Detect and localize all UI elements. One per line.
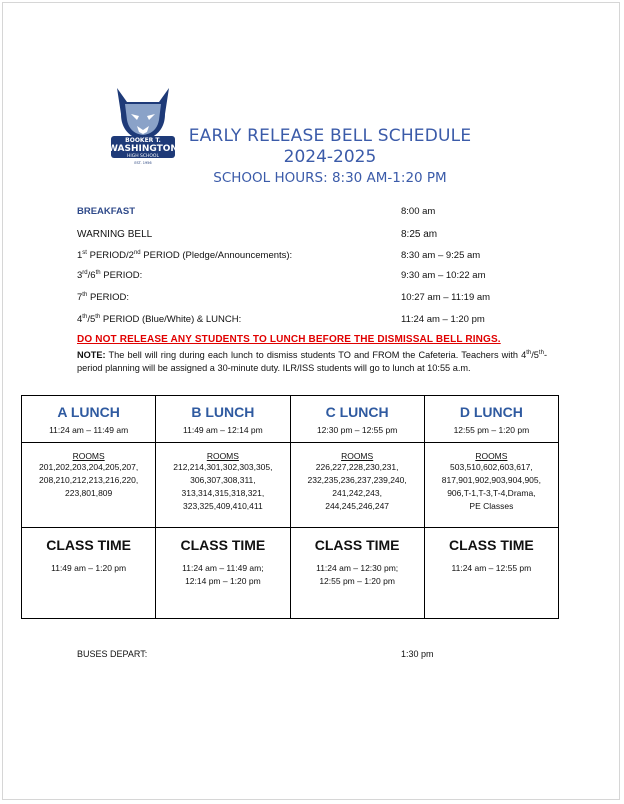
schedule-label: 4th/5th PERIOD (Blue/White) & LUNCH:	[77, 314, 242, 326]
svg-text:EST. 1956: EST. 1956	[134, 161, 152, 165]
rooms-label: ROOMS	[341, 451, 374, 461]
class-time-row	[22, 528, 559, 619]
rooms-cell-c	[290, 443, 424, 528]
schedule-time: 9:30 am – 10:22 am	[401, 270, 486, 281]
lunch-time: 12:30 pm – 12:55 pm	[316, 425, 398, 435]
lunch-name: B LUNCH	[191, 404, 255, 420]
class-time-cell-b	[156, 528, 290, 619]
svg-text:WASHINGTON: WASHINGTON	[108, 144, 178, 154]
rooms-label: ROOMS	[206, 451, 239, 461]
lunch-header-b	[156, 396, 290, 443]
lunch-rooms-row	[22, 443, 559, 528]
schedule-label: WARNING BELL	[77, 229, 153, 240]
rooms-list: 212,214,301,302,303,305, 306,307,308,311, 313,314,315,318,321, 323,325,409,410,411	[173, 462, 273, 511]
lunch-name: A LUNCH	[57, 404, 120, 420]
schedule-time: 10:27 am – 11:19 am	[401, 292, 491, 303]
lunch-time: 12:55 pm – 1:20 pm	[453, 425, 530, 435]
rooms-cell-d	[424, 443, 558, 528]
lunch-table	[21, 395, 559, 619]
school-hours: SCHOOL HOURS: 8:30 AM-1:20 PM	[213, 170, 447, 186]
class-time-title: CLASS TIME	[46, 537, 132, 553]
lunch-name: C LUNCH	[325, 404, 389, 420]
schedule-label: BREAKFAST	[77, 206, 136, 217]
class-time-value: 11:24 am – 12:30 pm; 12:55 pm – 1:20 pm	[316, 563, 399, 586]
schedule-time: 8:00 am	[401, 206, 436, 217]
svg-text:BOOKER T.: BOOKER T.	[125, 137, 161, 144]
schedule-label: 1st PERIOD/2nd PERIOD (Pledge/Announcements):	[77, 250, 293, 262]
schedule-time: 8:30 am – 9:25 am	[401, 250, 481, 261]
lunch-name: D LUNCH	[459, 404, 523, 420]
class-time-title: CLASS TIME	[448, 537, 534, 553]
note-label: NOTE:	[77, 350, 106, 361]
buses-label: BUSES DEPART:	[77, 649, 148, 659]
lunch-note: NOTE: The bell will ring during each lunch to dismiss students TO and FROM the Cafeteria. Teachers with 4th/5th-period planning will be assigned a 30-minute duty. ILR/ISS students will go to lunch at 10:55 a.m.	[77, 350, 547, 373]
class-time-title: CLASS TIME	[180, 537, 266, 553]
buses-time: 1:30 pm	[401, 649, 434, 659]
rooms-list: 226,227,228,230,231, 232,235,236,237,239,240, 241,242,243, 244,245,246,247	[307, 462, 407, 511]
schedule-label: 7th PERIOD:	[77, 292, 130, 304]
schedule-label: 3rd/6th PERIOD:	[77, 270, 143, 282]
lunch-time: 11:24 am – 11:49 am	[49, 425, 129, 435]
rooms-label: ROOMS	[72, 451, 105, 461]
rooms-cell-a	[22, 443, 156, 528]
rooms-list: 201,202,203,204,205,207, 208,210,212,213,216,220, 223,801,809	[38, 462, 139, 498]
lunch-header-a	[22, 396, 156, 443]
lunch-time: 11:49 am – 12:14 pm	[183, 425, 263, 435]
class-time-title: CLASS TIME	[314, 537, 400, 553]
lunch-header-row	[22, 396, 559, 443]
title-block	[185, 126, 475, 186]
schedule-title: EARLY RELEASE BELL SCHEDULE	[188, 126, 472, 146]
class-time-value: 11:49 am – 1:20 pm	[51, 563, 127, 573]
lunch-header-d	[424, 396, 558, 443]
rooms-cell-b	[156, 443, 290, 528]
svg-text:HIGH SCHOOL: HIGH SCHOOL	[127, 154, 159, 159]
lunch-header-c	[290, 396, 424, 443]
class-time-value: 11:24 am – 11:49 am; 12:14 pm – 1:20 pm	[182, 563, 264, 586]
class-time-cell-d	[424, 528, 558, 619]
rooms-list: 503,510,602,603,617, 817,901,902,903,904,905, 906,T-1,T-3,T-4,Drama, PE Classes	[441, 462, 541, 511]
class-time-cell-c	[290, 528, 424, 619]
class-time-cell-a	[22, 528, 156, 619]
schedule-time: 11:24 am – 1:20 pm	[401, 314, 485, 325]
school-year: 2024-2025	[283, 147, 377, 167]
rooms-label: ROOMS	[475, 451, 508, 461]
school-logo	[103, 80, 183, 166]
dismissal-warning: DO NOT RELEASE ANY STUDENTS TO LUNCH BEFORE THE DISMISSAL BELL RINGS.	[77, 334, 501, 345]
class-time-value: 11:24 am – 12:55 pm	[451, 563, 532, 573]
schedule-time: 8:25 am	[401, 229, 438, 240]
